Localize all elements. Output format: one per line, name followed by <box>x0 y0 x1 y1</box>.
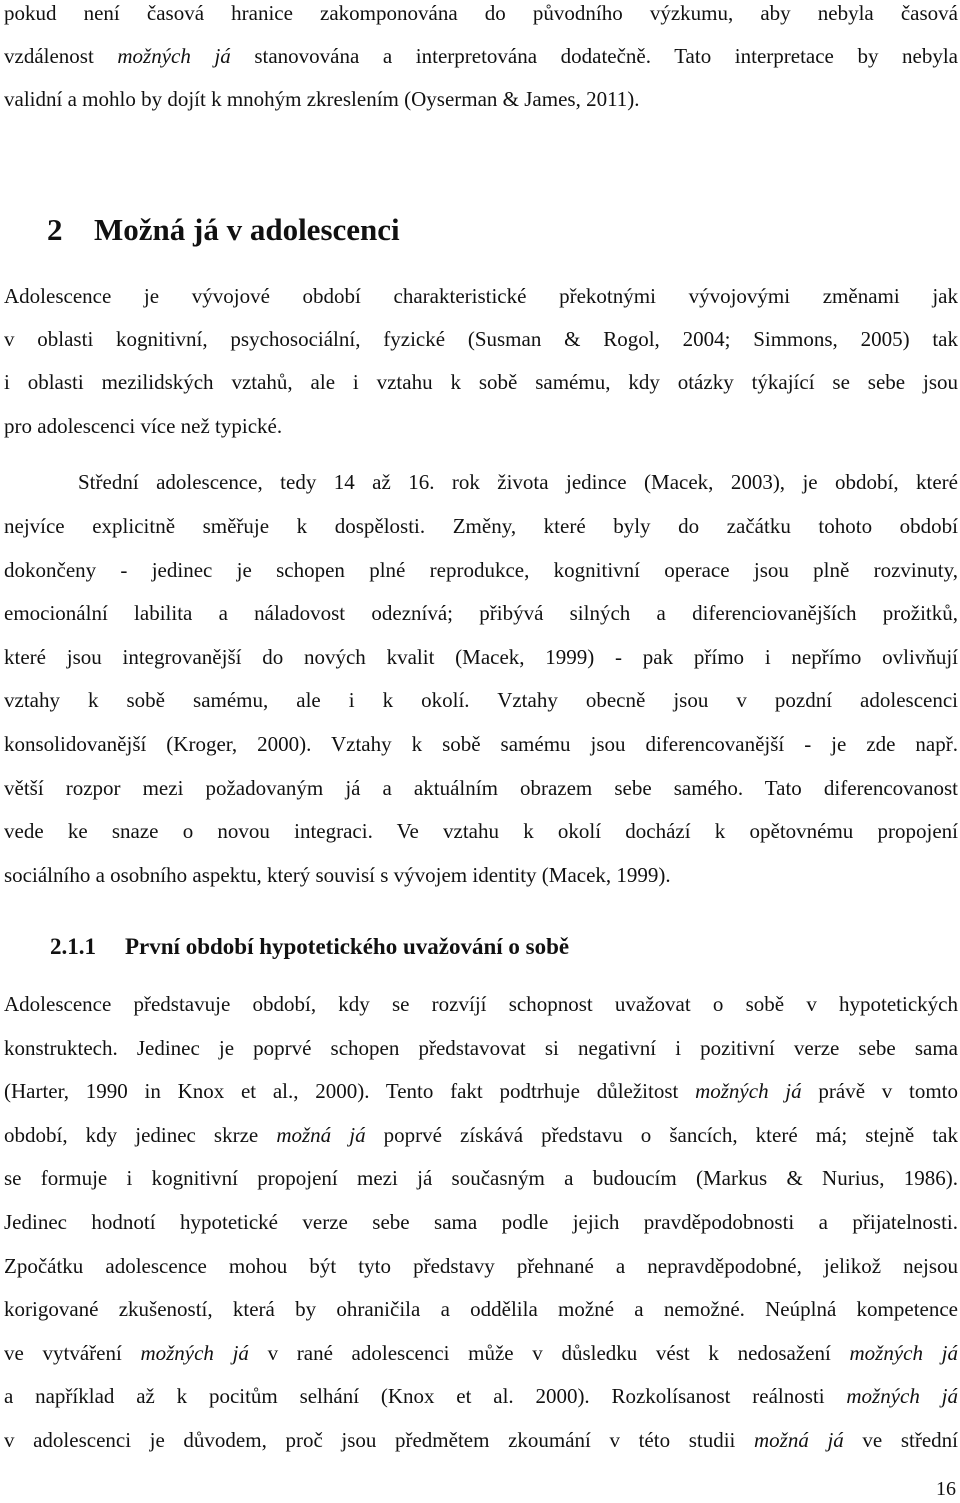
text-line: období, kdy jedinec skrze možná já poprvé získává představu o šancích, které má; stejně tak <box>4 1123 958 1147</box>
page-number: 16 <box>936 1478 956 1500</box>
text-line: nejvíce explicitně směřuje k dospělosti. Změny, které byly do začátku tohoto období <box>4 514 958 538</box>
text-line: sociálního a osobního aspektu, který souvisí s vývojem identity (Macek, 1999). <box>4 863 671 887</box>
text-line: pro adolescenci více než typické. <box>4 414 283 438</box>
text-line: ve vytváření možných já v rané adolescenci může v důsledku vést k nedosažení možných já <box>4 1341 958 1365</box>
chapter-number: 2 <box>47 212 63 247</box>
text-line: konstruktech. Jedinec je poprvé schopen představovat si negativní i pozitivní verze sebe sama <box>4 1036 958 1060</box>
text-line: vztahy k sobě samému, ale i k okolí. Vztahy obecně jsou v pozdní adolescenci <box>4 688 958 712</box>
section-number: 2.1.1 <box>50 934 96 959</box>
text-line: se formuje i kognitivní propojení mezi já současným a budoucím (Markus & Nurius, 1986). <box>4 1166 958 1190</box>
text-line: Zpočátku adolescence mohou být tyto představy přehnané a nepravděpodobné, jelikož nejsou <box>4 1254 958 1278</box>
text-line: Adolescence představuje období, kdy se rozvíjí schopnost uvažovat o sobě v hypotetických <box>4 992 958 1016</box>
text-line: validní a mohlo by dojít k mnohým zkreslením (Oyserman & James, 2011). <box>4 87 640 111</box>
text-line: Jedinec hodnotí hypotetické verze sebe sama podle jejich pravděpodobnosti a přijatelnosti. <box>4 1210 958 1234</box>
text-line: vede ke snaze o novou integraci. Ve vztahu k okolí dochází k opětovnému propojení <box>4 819 958 843</box>
text-line: i oblasti mezilidských vztahů, ale i vztahu k sobě samému, kdy otázky týkající se sebe jsou <box>4 370 958 394</box>
text-line: pokud není časová hranice zakomponována do původního výzkumu, aby nebyla časová <box>4 1 958 25</box>
text-line: emocionální labilita a náladovost odeznívá; přibývá silných a diferenciovanějších prožitků, <box>4 601 958 625</box>
text-line: větší rozpor mezi požadovaným já a aktuálním obrazem sebe samého. Tato diferencovanost <box>4 776 958 800</box>
chapter-heading <box>47 212 400 248</box>
text-line: Střední adolescence, tedy 14 až 16. rok života jedince (Macek, 2003), je období, které <box>78 470 958 494</box>
text-line: v oblasti kognitivní, psychosociální, fyzické (Susman & Rogol, 2004; Simmons, 2005) tak <box>4 327 958 351</box>
text-line: (Harter, 1990 in Knox et al., 2000). Tento fakt podtrhuje důležitost možných já právě v tomto <box>4 1079 958 1103</box>
text-line: a například až k pocitům selhání (Knox et al. 2000). Rozkolísanost reálnosti možných já <box>4 1384 958 1408</box>
text-line: Adolescence je vývojové období charakteristické překotnými vývojovými změnami jak <box>4 284 958 308</box>
text-line: korigované zkušeností, která by ohraničila a oddělila možné a nemožné. Neúplná kompetence <box>4 1297 958 1321</box>
text-line: které jsou integrovanější do nových kvalit (Macek, 1999) - pak přímo i nepřímo ovlivňují <box>4 645 958 669</box>
section-title: První období hypotetického uvažování o sobě <box>125 934 570 959</box>
section-heading <box>50 934 569 960</box>
text-line: konsolidovanější (Kroger, 2000). Vztahy k sobě samému jsou diferencovanější - je zde např. <box>4 732 958 756</box>
text-line: dokončeny - jedinec je schopen plné reprodukce, kognitivní operace jsou plně rozvinuty, <box>4 558 958 582</box>
chapter-title: Možná já v adolescenci <box>94 212 400 247</box>
text-line: vzdálenost možných já stanovována a interpretována dodatečně. Tato interpretace by nebyla <box>4 44 958 68</box>
text-line: v adolescenci je důvodem, proč jsou předmětem zkoumání v této studii možná já ve střední <box>4 1428 958 1452</box>
